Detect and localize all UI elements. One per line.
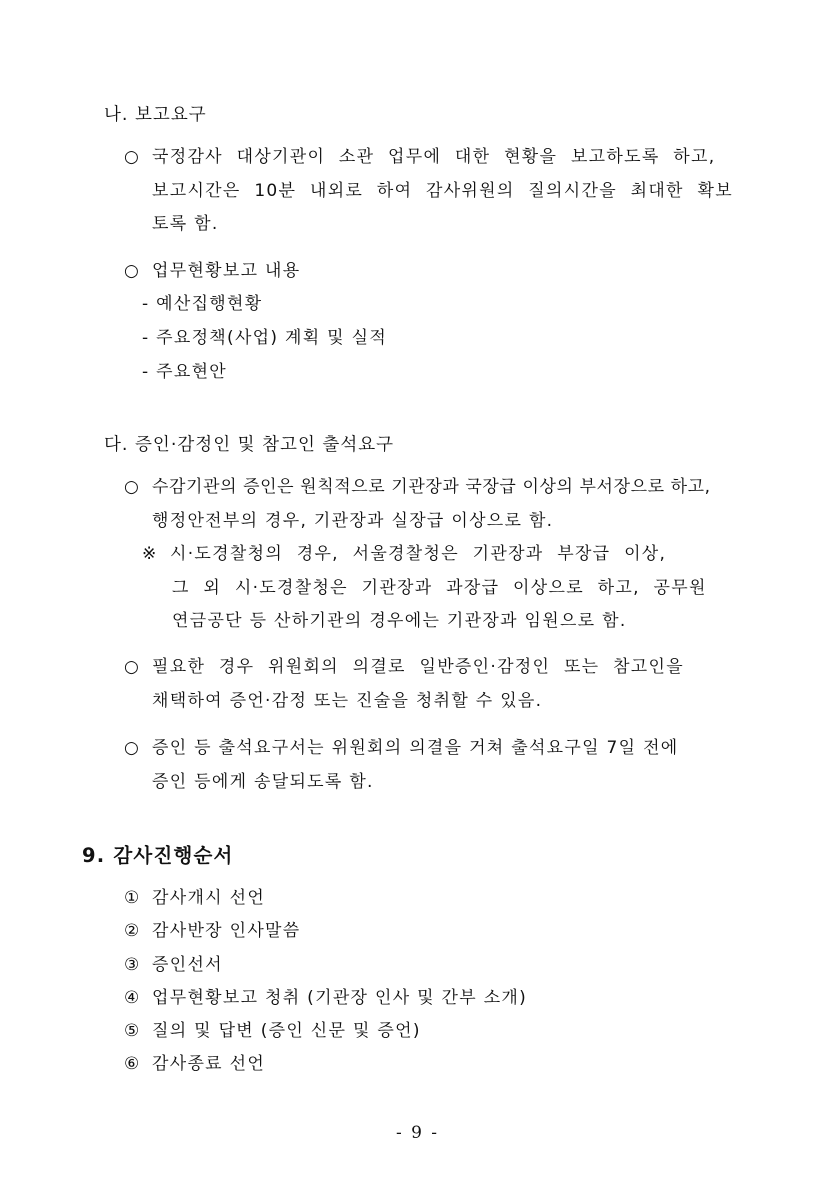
section-heading-report: 나. 보고요구 bbox=[104, 105, 207, 125]
procedure-step-3 bbox=[124, 954, 223, 976]
witness-item-3-line-2: 증인 등에게 송달되도록 함. bbox=[152, 772, 374, 792]
witness-note-text-1: 시·도경찰청의 경우, 서울경찰청은 기관장과 부장급 이상, bbox=[170, 544, 667, 564]
witness-item-2-line-2: 채택하여 증언·감정 또는 진술을 청취할 수 있음. bbox=[152, 691, 543, 711]
witness-note-line-2: 그 외 시·도경찰청은 기관장과 과장급 이상으로 하고, 공무원 bbox=[172, 578, 707, 598]
witness-item-1-text-1: 수감기관의 증인은 원칙적으로 기관장과 국장급 이상의 부서장으로 하고, bbox=[152, 477, 711, 497]
witness-item-2-text-1: 필요한 경우 위원회의 의결로 일반증인·감정인 또는 참고인을 bbox=[152, 657, 684, 677]
report-item-1-line-2: 보고시간은 10분 내외로 하여 감사위원의 질의시간을 최대한 확보 bbox=[152, 181, 733, 201]
witness-item-2-line-1 bbox=[124, 656, 684, 678]
report-sub-item-2: - 주요정책(사업) 계획 및 실적 bbox=[142, 328, 388, 348]
procedure-step-6 bbox=[124, 1053, 265, 1075]
page-number: - 9 - bbox=[395, 1123, 440, 1143]
procedure-step-6-text: 감사종료 선언 bbox=[152, 1054, 266, 1074]
section-heading-witness: 다. 증인·감정인 및 참고인 출석요구 bbox=[104, 435, 395, 455]
procedure-step-1-text: 감사개시 선언 bbox=[152, 888, 266, 908]
procedure-step-3-text: 증인선서 bbox=[152, 955, 223, 975]
circle-bullet-icon: ○ bbox=[124, 477, 140, 497]
section-heading-procedure: 9. 감사진행순서 bbox=[82, 844, 234, 867]
procedure-step-5-text: 질의 및 답변 (증인 신문 및 증언) bbox=[152, 1021, 421, 1041]
witness-item-3-line-1 bbox=[124, 737, 679, 759]
reference-mark-icon: ※ bbox=[142, 544, 158, 564]
circled-two-icon: ② bbox=[124, 921, 141, 941]
witness-item-1-line-2: 행정안전부의 경우, 기관장과 실장급 이상으로 함. bbox=[152, 511, 554, 531]
procedure-step-2 bbox=[124, 920, 300, 942]
procedure-step-4 bbox=[124, 987, 527, 1009]
report-sub-item-1: - 예산집행현황 bbox=[142, 294, 263, 314]
witness-note-line-1 bbox=[142, 543, 666, 565]
witness-item-3-text-1: 증인 등 출석요구서는 위원회의 의결을 거쳐 출석요구일 7일 전에 bbox=[152, 738, 679, 758]
circle-bullet-icon: ○ bbox=[124, 147, 141, 167]
circled-one-icon: ① bbox=[124, 888, 141, 908]
circle-bullet-icon: ○ bbox=[124, 657, 141, 677]
witness-item-1-line-1 bbox=[124, 476, 711, 498]
circled-three-icon: ③ bbox=[124, 955, 141, 975]
circle-bullet-icon: ○ bbox=[124, 261, 141, 281]
circle-bullet-icon: ○ bbox=[124, 738, 141, 758]
report-item-2-text: 업무현황보고 내용 bbox=[152, 261, 301, 281]
procedure-step-1 bbox=[124, 887, 265, 909]
report-item-1-line-3: 토록 함. bbox=[152, 214, 219, 234]
procedure-step-4-text: 업무현황보고 청취 (기관장 인사 및 간부 소개) bbox=[152, 988, 528, 1008]
procedure-step-5 bbox=[124, 1020, 421, 1042]
report-item-1-text-1: 국정감사 대상기관이 소관 업무에 대한 현황을 보고하도록 하고, bbox=[152, 147, 716, 167]
circled-five-icon: ⑤ bbox=[124, 1021, 141, 1041]
report-item-1-line-1 bbox=[124, 146, 715, 168]
report-item-2-line-1 bbox=[124, 260, 300, 282]
circled-four-icon: ④ bbox=[124, 988, 141, 1008]
procedure-step-2-text: 감사반장 인사말씀 bbox=[152, 921, 301, 941]
circled-six-icon: ⑥ bbox=[124, 1054, 141, 1074]
report-sub-item-3: - 주요현안 bbox=[142, 362, 228, 382]
witness-note-line-3: 연금공단 등 산하기관의 경우에는 기관장과 임원으로 함. bbox=[172, 611, 627, 631]
